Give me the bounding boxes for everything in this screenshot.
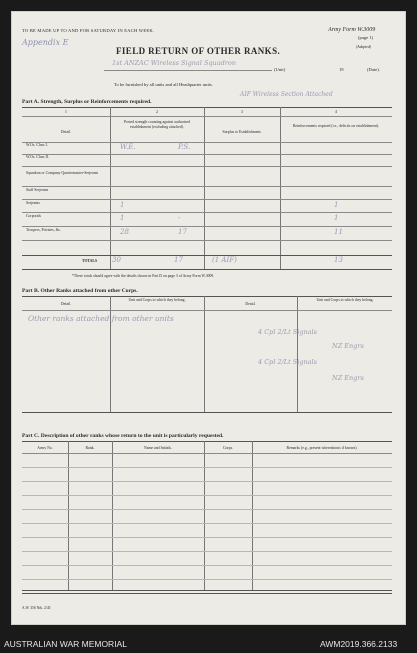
ruled-line [22, 537, 392, 538]
ruled-line [22, 481, 392, 482]
handwritten-unit: 1st ANZAC Wireless Signal Squadron [112, 59, 236, 67]
part-c-col-remarks: Remarks (e.g., present whereabouts if known). [286, 446, 358, 450]
part-c-col-name: Name and Initials. [144, 446, 172, 450]
handwritten-appendix: Appendix E [22, 38, 69, 47]
part-b-col-unit-2: Unit and Corps to which they belong. [316, 298, 374, 302]
col-number-1: 1 [65, 110, 67, 114]
ruled-line [22, 509, 392, 510]
archive-reference: AWM2019.366.2133 [320, 639, 398, 649]
archive-footer [0, 635, 417, 653]
part-a-title: Part A. Strength, Surplus or Reinforcements required. [22, 99, 152, 105]
part-a-footnote: *These totals should agree with the details shown in Part D on page 3 of Army Form W.3009. [72, 274, 215, 278]
row-label: Serjeants [26, 200, 40, 205]
page-title: FIELD RETURN OF OTHER RANKS. [116, 46, 281, 56]
date-label: (Date). [367, 67, 380, 72]
part-a-row [12, 199, 405, 212]
part-c-col-corps: Corps. [222, 446, 234, 450]
col-header-detail: Detail. [60, 130, 72, 134]
make-up-note: TO BE MADE UP TO AND FOR SATURDAY IN EACH WEEK. [22, 28, 155, 33]
col-number-4: 4 [335, 110, 337, 114]
part-c-col-army-no: Army No. [37, 446, 53, 450]
form-number: Army Form W.3009 [328, 27, 376, 33]
row-posted-b-value: P.S. [178, 143, 191, 151]
total-reinforcements: 13 [334, 256, 343, 264]
part-b-col-detail-2: Detail. [245, 302, 256, 306]
total-posted: 30 [112, 256, 121, 264]
part-b-hw-line-1: Other ranks attached from other units [28, 314, 174, 323]
row-reinf-value: 1 [334, 200, 339, 209]
part-b-title: Part B. Other Ranks attached from other Corps. [22, 288, 138, 294]
row-posted-value: W.E. [120, 143, 136, 151]
part-a-row [12, 226, 405, 240]
row-label: Squadron or Company Quartermaster-Serjeants [26, 171, 99, 175]
part-a-row [12, 142, 405, 154]
row-label: W.Os. Class I. [26, 143, 48, 147]
furnished-note: To be furnished by all units and all Headquarter units. [114, 82, 213, 87]
part-b-col-unit-1: Unit and Corps to which they belong. [128, 298, 186, 302]
col-header-posted: Posted strength counting against authorised establishment (excluding attached). [123, 120, 190, 129]
totals-label: TOTALS [82, 259, 98, 263]
part-c-title: Part C. Description of other ranks whose return to the unit is particularly requested. [22, 433, 224, 439]
row-label: W.Os. Class II. [26, 155, 49, 159]
part-b-col-detail-1: Detail. [60, 302, 72, 306]
col-header-reinforcements: Reinforcements required (i.e., deficits on establishment). [292, 124, 380, 128]
part-c-col-rank: Rank. [85, 446, 95, 450]
part-a-row [12, 186, 405, 199]
ruled-line [22, 523, 392, 524]
row-label: Troopers, Privates, &c. [26, 228, 62, 232]
ruled-line [22, 579, 392, 580]
ruled-line [22, 467, 392, 468]
archive-name: AUSTRALIAN WAR MEMORIAL [4, 639, 127, 649]
part-a-row [12, 166, 405, 186]
total-surplus: (1 AIF) [212, 256, 237, 264]
col-number-3: 3 [241, 110, 243, 114]
form-page-number: (page 1) [358, 35, 374, 40]
part-b-hw-line-2: 4 Cpl 2/Lt Signals [258, 328, 317, 336]
year-label: 19 [339, 67, 344, 72]
part-a-row [12, 212, 405, 226]
row-posted-value: 1 [120, 214, 125, 222]
handwritten-attached: AIF Wireless Section Attached [240, 91, 333, 98]
ruled-line [22, 565, 392, 566]
part-b-hw-line-5: NZ Engrs [332, 374, 364, 382]
row-label: Staff Serjeants [26, 187, 49, 192]
unit-label: (Unit) [274, 67, 286, 72]
row-reinf-value: 11 [334, 228, 343, 236]
part-b-hw-line-3: NZ Engrs [332, 342, 364, 350]
row-posted-b-value: 17 [178, 228, 187, 236]
col-header-surplus: Surplus to Establishment. [222, 130, 262, 134]
part-a-row [12, 154, 405, 166]
ruled-line [22, 551, 392, 552]
col-number-2: 2 [156, 110, 158, 114]
form-page [12, 12, 405, 624]
row-posted-value: 28 [120, 228, 129, 236]
ruled-line [22, 495, 392, 496]
row-posted-b-value: - [178, 214, 181, 222]
part-b-hw-line-4: 4 Cpl 2/Lt Signals [258, 358, 317, 366]
total-posted-b: 17 [174, 256, 183, 264]
row-reinf-value: 1 [334, 214, 339, 222]
print-code: A.W. 356 Nrk. 2/45 [22, 606, 51, 610]
row-posted-value: 1 [120, 200, 125, 209]
adapted-note: (Adapted) [356, 45, 372, 49]
row-label: Corporals [26, 214, 41, 218]
